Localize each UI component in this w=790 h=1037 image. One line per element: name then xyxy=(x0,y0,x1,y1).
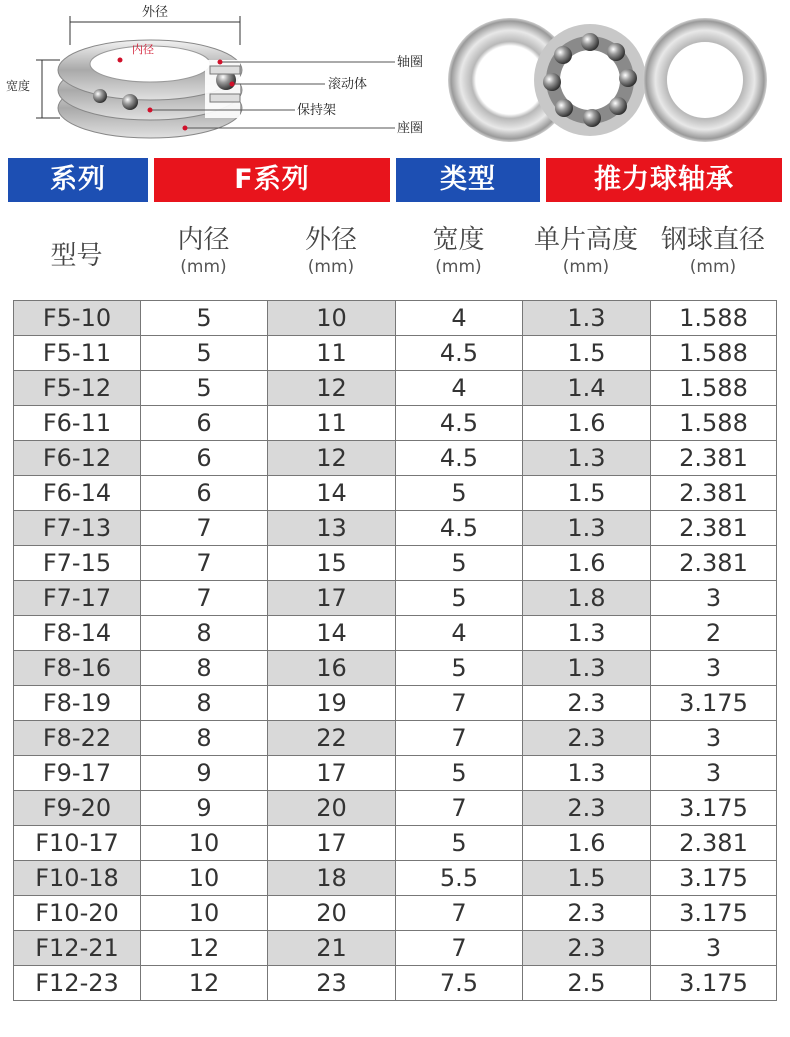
cell-outer-diameter: 20 xyxy=(268,896,396,931)
col-unit: (mm) xyxy=(180,257,227,277)
cell-model: F12-23 xyxy=(14,966,141,1001)
table-row xyxy=(14,371,777,406)
cell-inner-diameter: 10 xyxy=(141,896,268,931)
cell-single-height: 2.3 xyxy=(523,791,651,826)
type-value: 推力球轴承 xyxy=(594,164,734,195)
col-title: 钢球直径 xyxy=(660,225,765,255)
cell-single-height: 2.3 xyxy=(523,721,651,756)
cell-single-height: 1.5 xyxy=(523,476,651,511)
cell-ball-diameter: 3.175 xyxy=(651,686,777,721)
cell-model: F10-18 xyxy=(14,861,141,896)
col-header-inner-diameter xyxy=(140,224,267,278)
cell-ball-diameter: 3 xyxy=(651,581,777,616)
cell-model: F6-14 xyxy=(14,476,141,511)
cell-width: 7 xyxy=(396,791,523,826)
bearing-cutaway-illustration xyxy=(0,0,790,160)
cell-outer-diameter: 17 xyxy=(268,756,396,791)
rolling-element-label: 滚动体 xyxy=(328,77,368,92)
cell-outer-diameter: 12 xyxy=(268,371,396,406)
cell-outer-diameter: 20 xyxy=(268,791,396,826)
cell-inner-diameter: 8 xyxy=(141,616,268,651)
cell-outer-diameter: 15 xyxy=(268,546,396,581)
cell-inner-diameter: 6 xyxy=(141,476,268,511)
cell-single-height: 2.5 xyxy=(523,966,651,1001)
cell-model: F7-13 xyxy=(14,511,141,546)
table-row xyxy=(14,861,777,896)
cell-single-height: 2.3 xyxy=(523,931,651,966)
table-row xyxy=(14,686,777,721)
cell-width: 7 xyxy=(396,896,523,931)
cell-inner-diameter: 12 xyxy=(141,966,268,1001)
cell-outer-diameter: 22 xyxy=(268,721,396,756)
shaft-washer-label: 轴圈 xyxy=(397,55,424,70)
table-row xyxy=(14,406,777,441)
cell-model: F8-19 xyxy=(14,686,141,721)
cell-width: 4 xyxy=(396,301,523,336)
cell-width: 4.5 xyxy=(396,336,523,371)
cell-single-height: 2.3 xyxy=(523,686,651,721)
cell-single-height: 1.5 xyxy=(523,336,651,371)
cell-width: 4 xyxy=(396,371,523,406)
type-label-cell xyxy=(396,158,540,202)
table-row xyxy=(14,791,777,826)
cage-label: 保持架 xyxy=(297,103,337,118)
cell-ball-diameter: 2.381 xyxy=(651,476,777,511)
spec-table-body xyxy=(14,301,777,1001)
col-title: 宽度 xyxy=(432,225,485,255)
table-row xyxy=(14,476,777,511)
cell-ball-diameter: 2 xyxy=(651,616,777,651)
cell-model: F10-17 xyxy=(14,826,141,861)
cell-outer-diameter: 23 xyxy=(268,966,396,1001)
cell-ball-diameter: 1.588 xyxy=(651,301,777,336)
series-value: F系列 xyxy=(234,164,310,195)
cell-single-height: 1.3 xyxy=(523,511,651,546)
spec-table xyxy=(13,300,777,1001)
cell-outer-diameter: 14 xyxy=(268,616,396,651)
cell-model: F7-17 xyxy=(14,581,141,616)
cell-ball-diameter: 3.175 xyxy=(651,861,777,896)
cell-ball-diameter: 3 xyxy=(651,651,777,686)
table-row xyxy=(14,651,777,686)
cell-ball-diameter: 3.175 xyxy=(651,896,777,931)
cell-outer-diameter: 10 xyxy=(268,301,396,336)
type-label: 类型 xyxy=(440,164,496,195)
cell-model: F5-11 xyxy=(14,336,141,371)
cell-single-height: 1.6 xyxy=(523,826,651,861)
table-row xyxy=(14,581,777,616)
cell-width: 5 xyxy=(396,756,523,791)
cell-model: F5-12 xyxy=(14,371,141,406)
cell-model: F8-16 xyxy=(14,651,141,686)
table-row xyxy=(14,616,777,651)
table-row xyxy=(14,301,777,336)
col-unit: (mm) xyxy=(689,257,737,277)
cell-inner-diameter: 9 xyxy=(141,756,268,791)
cell-ball-diameter: 1.588 xyxy=(651,336,777,371)
series-label: 系列 xyxy=(50,164,106,195)
cell-inner-diameter: 6 xyxy=(141,441,268,476)
cell-width: 7.5 xyxy=(396,966,523,1001)
series-value-cell xyxy=(154,158,390,202)
cell-outer-diameter: 11 xyxy=(268,406,396,441)
cell-inner-diameter: 9 xyxy=(141,791,268,826)
col-title: 型号 xyxy=(50,241,103,271)
cell-outer-diameter: 17 xyxy=(268,826,396,861)
col-header-outer-diameter xyxy=(267,224,395,278)
col-header-ball-diameter xyxy=(650,224,776,278)
cell-ball-diameter: 3 xyxy=(651,931,777,966)
cell-inner-diameter: 5 xyxy=(141,336,268,371)
cell-ball-diameter: 2.381 xyxy=(651,511,777,546)
cell-ball-diameter: 3 xyxy=(651,721,777,756)
table-row xyxy=(14,966,777,1001)
housing-washer-label: 座圈 xyxy=(397,121,424,136)
col-title: 内径 xyxy=(177,225,230,255)
cell-single-height: 2.3 xyxy=(523,896,651,931)
table-row xyxy=(14,756,777,791)
cell-model: F10-20 xyxy=(14,896,141,931)
outer-diameter-label: 外径 xyxy=(142,5,169,20)
cell-inner-diameter: 7 xyxy=(141,581,268,616)
cell-outer-diameter: 17 xyxy=(268,581,396,616)
cell-outer-diameter: 14 xyxy=(268,476,396,511)
cell-single-height: 1.5 xyxy=(523,861,651,896)
col-title: 外径 xyxy=(304,225,357,255)
cell-inner-diameter: 5 xyxy=(141,371,268,406)
type-value-cell xyxy=(546,158,782,202)
cell-width: 5 xyxy=(396,651,523,686)
cell-width: 5.5 xyxy=(396,861,523,896)
cell-width: 7 xyxy=(396,721,523,756)
cell-width: 5 xyxy=(396,476,523,511)
inner-diameter-label: 内径 xyxy=(132,43,154,56)
cell-model: F6-11 xyxy=(14,406,141,441)
cell-model: F9-17 xyxy=(14,756,141,791)
cell-model: F8-14 xyxy=(14,616,141,651)
table-row xyxy=(14,336,777,371)
cell-inner-diameter: 10 xyxy=(141,861,268,896)
cell-outer-diameter: 13 xyxy=(268,511,396,546)
cell-single-height: 1.6 xyxy=(523,406,651,441)
col-unit: (mm) xyxy=(307,257,355,277)
cell-inner-diameter: 6 xyxy=(141,406,268,441)
cell-ball-diameter: 2.381 xyxy=(651,546,777,581)
cell-outer-diameter: 19 xyxy=(268,686,396,721)
cell-inner-diameter: 12 xyxy=(141,931,268,966)
cell-single-height: 1.6 xyxy=(523,546,651,581)
width-label: 宽度 xyxy=(6,79,31,93)
cell-inner-diameter: 5 xyxy=(141,301,268,336)
cell-ball-diameter: 2.381 xyxy=(651,441,777,476)
cell-ball-diameter: 2.381 xyxy=(651,826,777,861)
cell-inner-diameter: 8 xyxy=(141,686,268,721)
cell-single-height: 1.3 xyxy=(523,756,651,791)
table-row xyxy=(14,931,777,966)
cell-outer-diameter: 16 xyxy=(268,651,396,686)
table-row xyxy=(14,441,777,476)
cell-width: 4.5 xyxy=(396,511,523,546)
cell-single-height: 1.3 xyxy=(523,651,651,686)
cell-inner-diameter: 7 xyxy=(141,511,268,546)
cell-width: 5 xyxy=(396,581,523,616)
spec-banner xyxy=(8,158,782,202)
cell-width: 4.5 xyxy=(396,406,523,441)
cell-width: 7 xyxy=(396,931,523,966)
cell-single-height: 1.4 xyxy=(523,371,651,406)
cell-single-height: 1.3 xyxy=(523,301,651,336)
cell-outer-diameter: 21 xyxy=(268,931,396,966)
table-row xyxy=(14,721,777,756)
col-header-single-height xyxy=(522,224,650,278)
cell-outer-diameter: 12 xyxy=(268,441,396,476)
cell-width: 4 xyxy=(396,616,523,651)
table-row xyxy=(14,896,777,931)
cell-model: F8-22 xyxy=(14,721,141,756)
cell-ball-diameter: 3 xyxy=(651,756,777,791)
cell-model: F5-10 xyxy=(14,301,141,336)
cell-inner-diameter: 7 xyxy=(141,546,268,581)
cell-outer-diameter: 11 xyxy=(268,336,396,371)
col-header-width xyxy=(395,224,522,278)
cell-single-height: 1.3 xyxy=(523,616,651,651)
cell-inner-diameter: 8 xyxy=(141,651,268,686)
col-unit: (mm) xyxy=(435,257,482,277)
cell-width: 7 xyxy=(396,686,523,721)
cell-ball-diameter: 1.588 xyxy=(651,406,777,441)
col-title: 单片高度 xyxy=(533,225,638,255)
cell-inner-diameter: 8 xyxy=(141,721,268,756)
cell-width: 4.5 xyxy=(396,441,523,476)
cell-ball-diameter: 1.588 xyxy=(651,371,777,406)
cell-model: F9-20 xyxy=(14,791,141,826)
table-row xyxy=(14,826,777,861)
bearing-diagram xyxy=(0,0,790,160)
col-header-model xyxy=(13,240,140,272)
cell-model: F7-15 xyxy=(14,546,141,581)
cell-inner-diameter: 10 xyxy=(141,826,268,861)
cell-width: 5 xyxy=(396,826,523,861)
series-label-cell xyxy=(8,158,148,202)
cell-outer-diameter: 18 xyxy=(268,861,396,896)
cell-ball-diameter: 3.175 xyxy=(651,791,777,826)
col-unit: (mm) xyxy=(562,257,610,277)
table-row xyxy=(14,511,777,546)
cell-single-height: 1.3 xyxy=(523,441,651,476)
cell-ball-diameter: 3.175 xyxy=(651,966,777,1001)
cell-model: F12-21 xyxy=(14,931,141,966)
cell-width: 5 xyxy=(396,546,523,581)
cell-single-height: 1.8 xyxy=(523,581,651,616)
cell-model: F6-12 xyxy=(14,441,141,476)
table-row xyxy=(14,546,777,581)
